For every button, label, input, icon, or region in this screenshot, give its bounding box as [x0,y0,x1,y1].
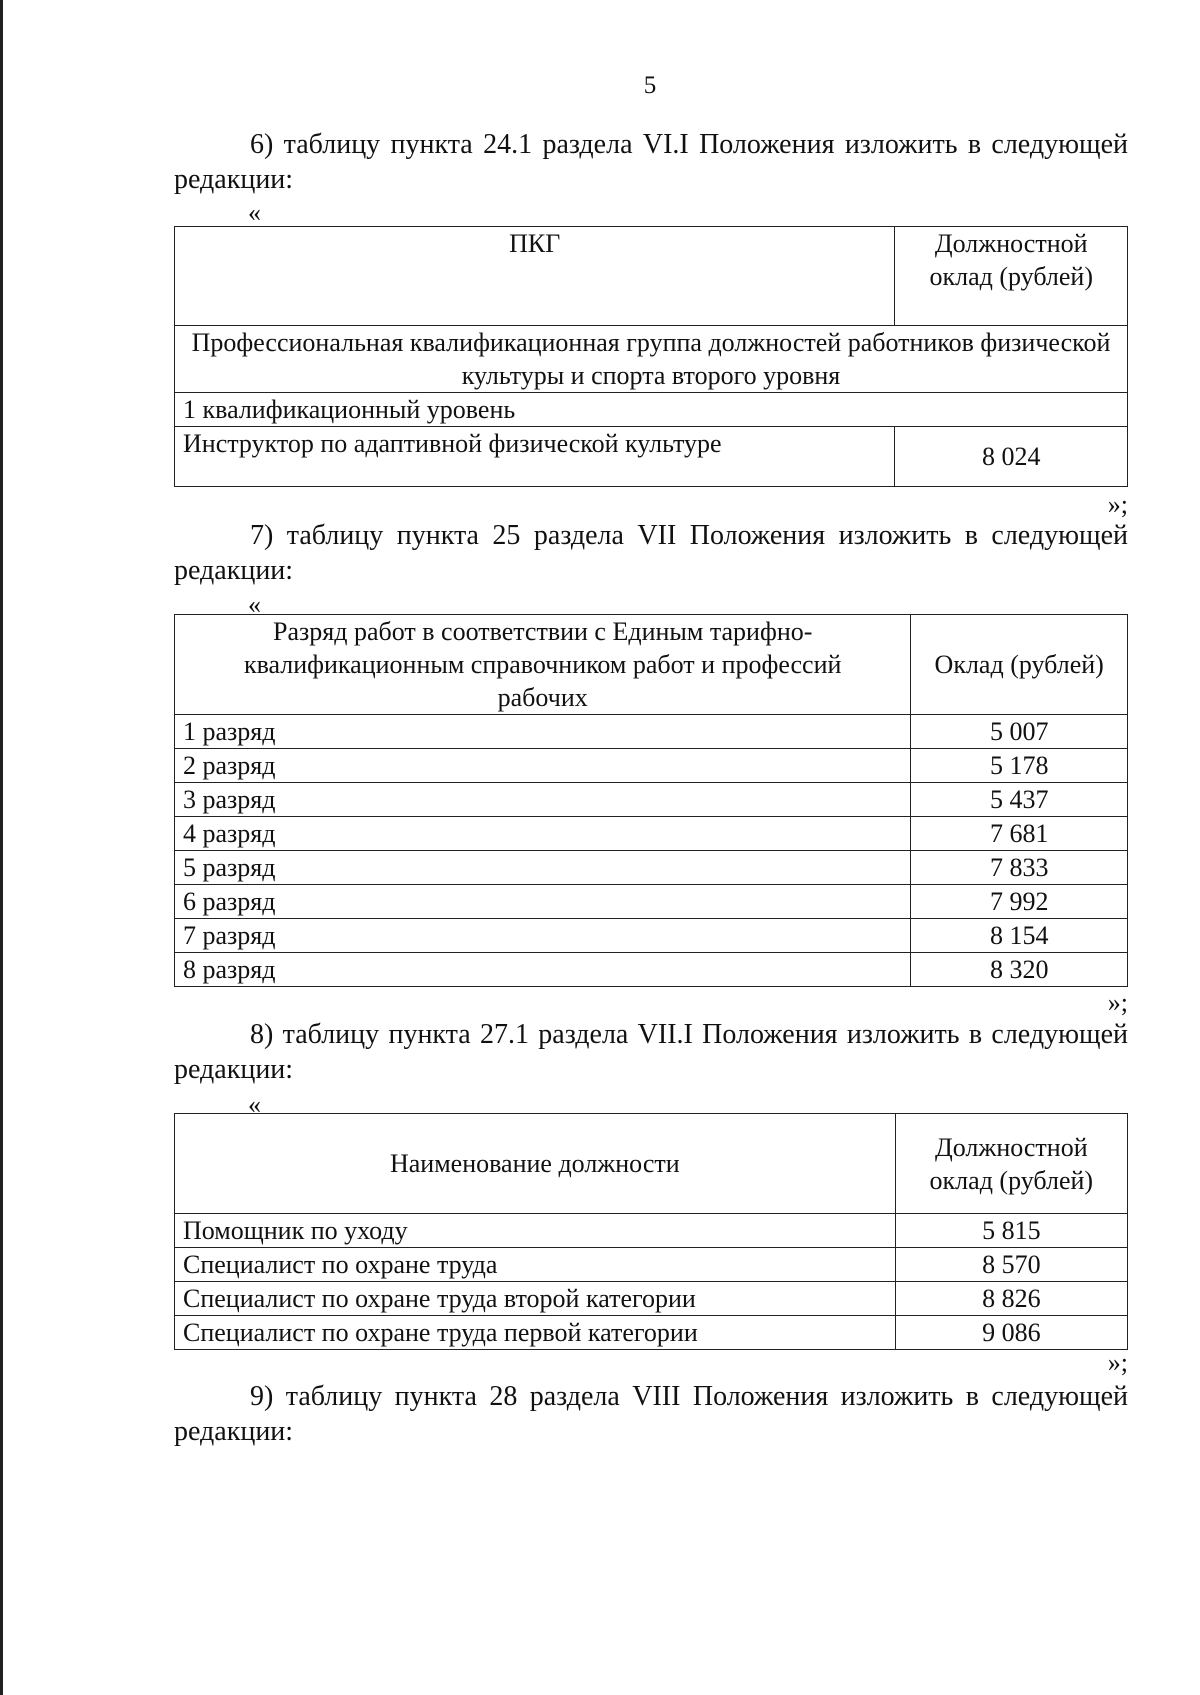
position-salary: 8 024 [895,427,1128,487]
table-item-8 [174,1113,1128,1350]
position-salary: 5 815 [895,1214,1127,1248]
group-title: Профессиональная квалификационная группа должностей работников физической культуры и спорта второго уровня [175,326,1128,393]
header-salary: Должностной оклад (рублей) [895,1114,1127,1214]
table-header-row [175,1114,1128,1214]
close-quote-8: »; [1107,1348,1128,1377]
position-salary: 9 086 [895,1316,1127,1350]
table-row [175,1214,1128,1248]
paragraph-item-7 [174,518,1128,588]
position-name: Специалист по охране труда первой категории [175,1316,896,1350]
position-name: Помощник по уходу [175,1214,896,1248]
paragraph-item-7-line2: редакции: [174,555,294,586]
position-name: Специалист по охране труда второй категории [175,1282,896,1316]
table-row [175,715,1128,749]
table-row [175,919,1128,953]
header-salary: Должностной оклад (рублей) [895,227,1128,326]
grade-name: 8 разряд [175,953,911,987]
scan-left-edge [0,0,3,1695]
grade-salary: 7 681 [911,817,1128,851]
table-row [175,1248,1128,1282]
grade-name: 6 разряд [175,885,911,919]
level-label: 1 квалификационный уровень [175,393,1128,427]
position-salary: 8 570 [895,1248,1127,1282]
open-quote-8: « [248,1090,261,1119]
position-salary: 8 826 [895,1282,1127,1316]
paragraph-item-8 [174,1017,1128,1087]
header-grade: Разряд работ в соответствии с Единым тарифно-квалификационным справочником работ и профессий рабочих [175,615,911,715]
grade-salary: 8 154 [911,919,1128,953]
level-row [175,393,1128,427]
table-row [175,427,1128,487]
header-pkg: ПКГ [175,227,895,326]
grade-name: 1 разряд [175,715,911,749]
grade-name: 3 разряд [175,783,911,817]
grade-salary: 7 833 [911,851,1128,885]
grade-salary: 5 437 [911,783,1128,817]
grade-salary: 8 320 [911,953,1128,987]
open-quote-6: « [248,198,261,227]
paragraph-item-8-line1: 8) таблицу пункта 27.1 раздела VII.I Положения изложить в следующей [250,1019,1128,1050]
position-name: Специалист по охране труда [175,1248,896,1282]
grade-salary: 5 007 [911,715,1128,749]
paragraph-item-7-line1: 7) таблицу пункта 25 раздела VII Положения изложить в следующей [250,520,1128,551]
group-row [175,326,1128,393]
paragraph-item-6 [174,127,1128,197]
table-header-row [175,615,1128,715]
paragraph-item-6-line1: 6) таблицу пункта 24.1 раздела VI.I Положения изложить в следующей [250,129,1128,160]
table-item-7 [174,614,1128,987]
paragraph-item-6-line2: редакции: [174,164,294,195]
grade-salary: 5 178 [911,749,1128,783]
open-quote-7: « [248,590,261,619]
table-item-6 [174,226,1128,487]
table-row [175,953,1128,987]
paragraph-item-8-line2: редакции: [174,1054,294,1085]
grade-name: 4 разряд [175,817,911,851]
grade-name: 2 разряд [175,749,911,783]
paragraph-item-9-line2: редакции: [174,1416,294,1447]
table-row [175,817,1128,851]
position-name: Инструктор по адаптивной физической культуре [175,427,895,487]
table-row [175,1316,1128,1350]
grade-name: 5 разряд [175,851,911,885]
paragraph-item-9-line1: 9) таблицу пункта 28 раздела VIII Положения изложить в следующей [250,1381,1128,1412]
close-quote-6: »; [1107,490,1128,519]
table-row [175,749,1128,783]
table-row [175,1282,1128,1316]
table-row [175,783,1128,817]
table-row [175,851,1128,885]
close-quote-7: »; [1107,988,1128,1017]
paragraph-item-9 [174,1379,1128,1449]
header-position: Наименование должности [175,1114,896,1214]
page-number: 5 [643,72,657,99]
grade-name: 7 разряд [175,919,911,953]
table-row [175,885,1128,919]
grade-salary: 7 992 [911,885,1128,919]
header-salary: Оклад (рублей) [911,615,1128,715]
table-header-row [175,227,1128,326]
